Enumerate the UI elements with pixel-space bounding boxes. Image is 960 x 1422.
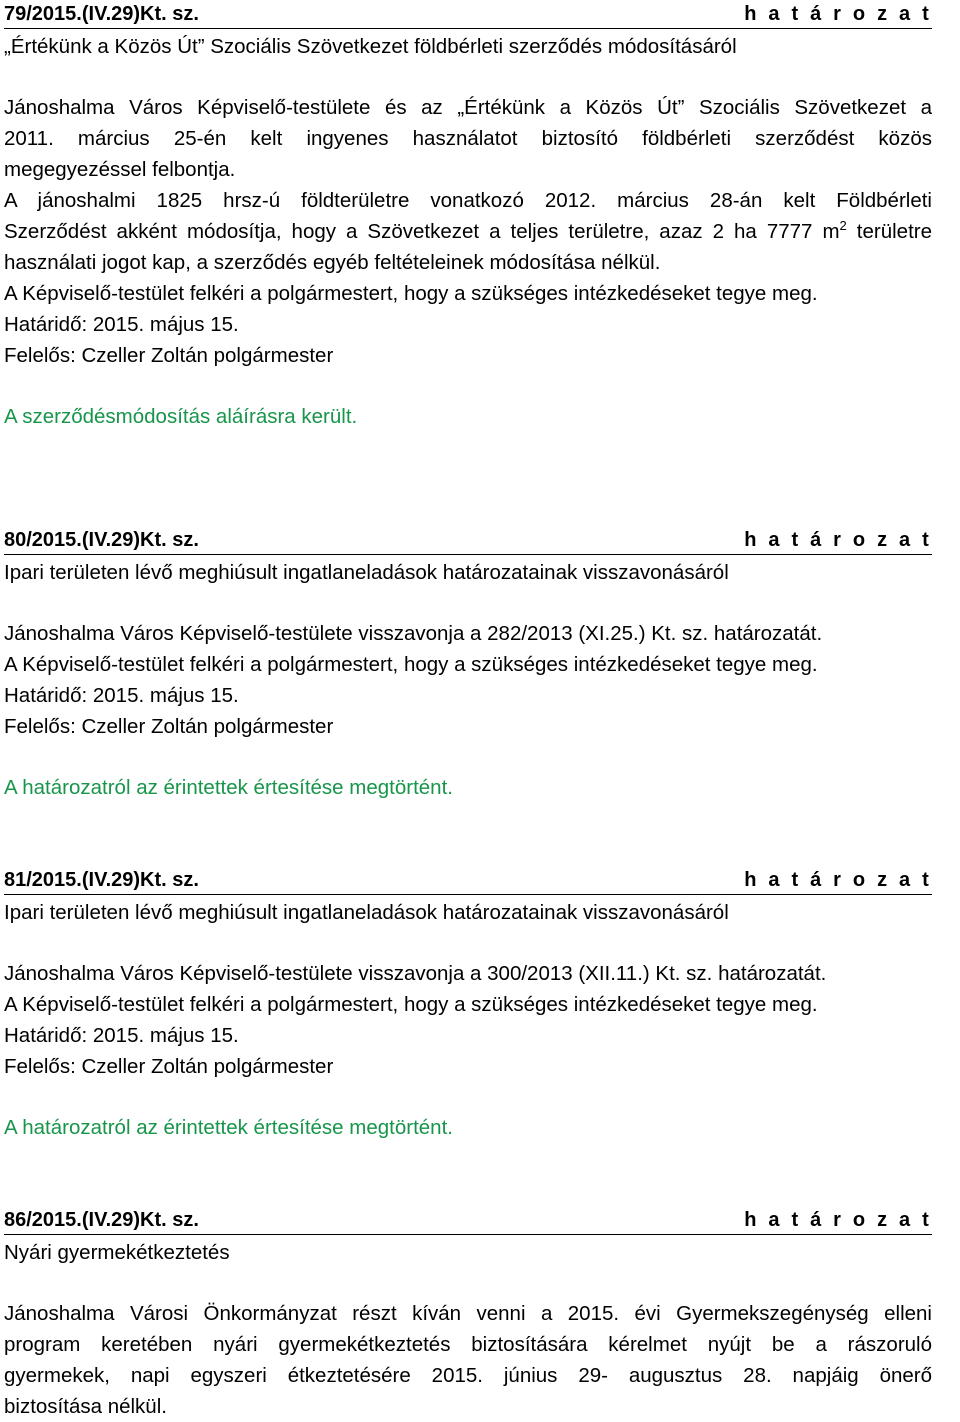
body-line: biztosítása nélkül. bbox=[4, 1395, 167, 1418]
superscript: 2 bbox=[839, 218, 847, 233]
resolution-title: Ipari területen lévő meghiúsult ingatlaneladások határozatainak visszavonásáról bbox=[4, 561, 729, 584]
resolution-title: „Értékünk a Közös Út” Szociális Szövetkezet földbérleti szerződés módosításáról bbox=[4, 35, 737, 58]
resolution-header bbox=[4, 866, 932, 895]
resolution-number: 79/2015.(IV.29)Kt. sz. bbox=[4, 3, 199, 25]
resolution-number: 81/2015.(IV.29)Kt. sz. bbox=[4, 869, 199, 891]
resolution-header bbox=[4, 0, 932, 29]
body-line: Jánoshalma Város Képviselő-testülete visszavonja a 282/2013 (XI.25.) Kt. sz. határozatát. bbox=[4, 622, 823, 645]
resolution-kind: h a t á r o z a t bbox=[744, 1209, 932, 1231]
responsible-line: Felelős: Czeller Zoltán polgármester bbox=[4, 1055, 334, 1078]
body-line: Jánoshalma Városi Önkormányzat részt kíván venni a 2015. évi Gyermekszegénység elleni bbox=[4, 1302, 932, 1325]
deadline-line: Határidő: 2015. május 15. bbox=[4, 313, 239, 336]
status-line: A szerződésmódosítás aláírásra került. bbox=[4, 405, 358, 428]
resolution-kind: h a t á r o z a t bbox=[744, 529, 932, 551]
body-text: Szerződést akként módosítja, hogy a Szövetkezet a teljes területre, azaz 2 ha 7777 m bbox=[4, 220, 840, 243]
status-line: A határozatról az érintettek értesítése megtörtént. bbox=[4, 776, 453, 799]
body-line: A jánoshalmi 1825 hrsz-ú földterületre vonatkozó 2012. március 28-án kelt Földbérleti bbox=[4, 189, 932, 212]
body-line: Jánoshalma Város Képviselő-testülete visszavonja a 300/2013 (XII.11.) Kt. sz. határozatát. bbox=[4, 962, 827, 985]
responsible-line: Felelős: Czeller Zoltán polgármester bbox=[4, 344, 334, 367]
request-line: A Képviselő-testület felkéri a polgármestert, hogy a szükséges intézkedéseket tegye meg. bbox=[4, 653, 818, 676]
status-line: A határozatról az érintettek értesítése megtörtént. bbox=[4, 1116, 453, 1139]
body-line: megegyezéssel felbontja. bbox=[4, 158, 236, 181]
resolution-79 bbox=[4, 0, 932, 432]
resolution-81 bbox=[4, 866, 932, 1143]
resolution-number: 80/2015.(IV.29)Kt. sz. bbox=[4, 529, 199, 551]
deadline-line: Határidő: 2015. május 15. bbox=[4, 1024, 239, 1047]
request-line: A Képviselő-testület felkéri a polgármestert, hogy a szükséges intézkedéseket tegye meg. bbox=[4, 282, 818, 305]
resolution-header bbox=[4, 526, 932, 555]
body-line: használati jogot kap, a szerződés egyéb feltételeinek módosítása nélkül. bbox=[4, 251, 661, 274]
body-line: program keretében nyári gyermekétkeztetés biztosítására kérelmet nyújt be a rászoruló bbox=[4, 1333, 932, 1356]
resolution-number: 86/2015.(IV.29)Kt. sz. bbox=[4, 1209, 199, 1231]
body-line bbox=[4, 216, 932, 247]
request-line: A Képviselő-testület felkéri a polgármestert, hogy a szükséges intézkedéseket tegye meg. bbox=[4, 993, 818, 1016]
resolution-title: Ipari területen lévő meghiúsult ingatlaneladások határozatainak visszavonásáról bbox=[4, 901, 729, 924]
resolution-kind: h a t á r o z a t bbox=[744, 869, 932, 891]
body-line: gyermekek, napi egyszeri étkeztetésére 2015. június 29- augusztus 28. napjáig önerő bbox=[4, 1364, 932, 1387]
body-line: Jánoshalma Város Képviselő-testülete és az „Értékünk a Közös Út” Szociális Szövetkezet a bbox=[4, 96, 932, 119]
resolution-kind: h a t á r o z a t bbox=[744, 3, 932, 25]
resolution-header bbox=[4, 1206, 932, 1235]
resolution-title: Nyári gyermekétkeztetés bbox=[4, 1241, 230, 1264]
body-text: területre bbox=[846, 220, 932, 243]
body-line: 2011. március 25-én kelt ingyenes használatot biztosító földbérleti szerződést közös bbox=[4, 127, 932, 150]
responsible-line: Felelős: Czeller Zoltán polgármester bbox=[4, 715, 334, 738]
deadline-line: Határidő: 2015. május 15. bbox=[4, 684, 239, 707]
resolution-86 bbox=[4, 1206, 932, 1422]
resolution-80 bbox=[4, 526, 932, 803]
